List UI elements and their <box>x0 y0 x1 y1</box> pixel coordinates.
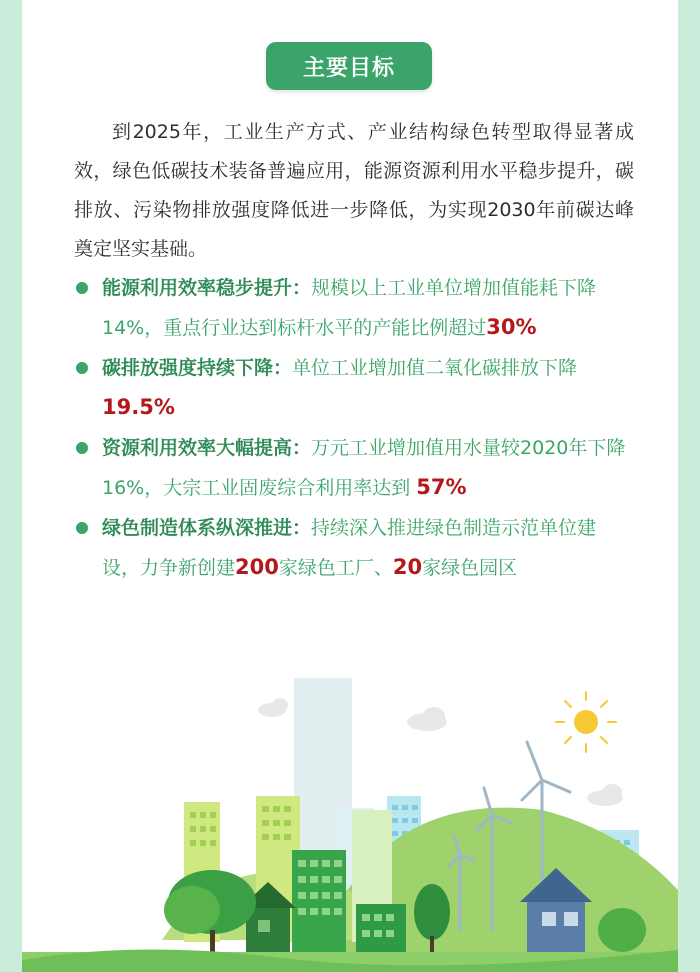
goal-list <box>74 269 634 589</box>
goal-heading: 绿色制造体系纵深推进： <box>102 517 312 539</box>
goal-text: 规模以上工业单位增加值能耗下降14%，重点行业达到标杆水平的产能比例超过 <box>102 277 597 339</box>
goal-item-energy <box>74 269 634 348</box>
green-city-illustration <box>22 640 678 972</box>
goal-heading: 碳排放强度持续下降： <box>102 357 293 379</box>
bullet-dot-icon <box>76 522 88 534</box>
goal-text: 持续深入推进绿色制造示范单位建设，力争新创建 <box>102 517 597 579</box>
goal-heading: 能源利用效率稳步提升： <box>102 277 312 299</box>
section-title: 主要目标 <box>266 42 432 90</box>
goal-text: 万元工业增加值用水量较2020年下降16%，大宗工业固废综合利用率达到 <box>102 437 626 499</box>
sun-icon <box>556 692 616 752</box>
goal-item-carbon <box>74 349 634 428</box>
goal-heading: 资源利用效率大幅提高： <box>102 437 312 459</box>
bullet-dot-icon <box>76 362 88 374</box>
goal-item-manufacturing <box>74 509 634 588</box>
goal-highlight: 57% <box>416 475 467 499</box>
goal-text: 单位工业增加值二氧化碳排放下降 <box>292 357 578 379</box>
goal-highlight: 20 <box>392 555 423 579</box>
goal-highlight: 30% <box>486 315 537 339</box>
poster-panel <box>22 0 678 972</box>
goal-highlight: 200 <box>235 555 279 579</box>
goal-text: 家绿色园区 <box>422 557 518 579</box>
goal-highlight: 19.5% <box>102 395 175 419</box>
bullet-dot-icon <box>76 282 88 294</box>
goal-text: 家绿色工厂、 <box>278 557 393 579</box>
bullet-dot-icon <box>76 442 88 454</box>
goal-item-resource <box>74 429 634 508</box>
intro-paragraph: 到2025年，工业生产方式、产业结构绿色转型取得显著成效，绿色低碳技术装备普遍应用，能源资源利用水平稳步提升，碳排放、污染物排放强度降低进一步降低，为实现2030年前碳达峰奠定坚实基础。 <box>74 121 634 260</box>
